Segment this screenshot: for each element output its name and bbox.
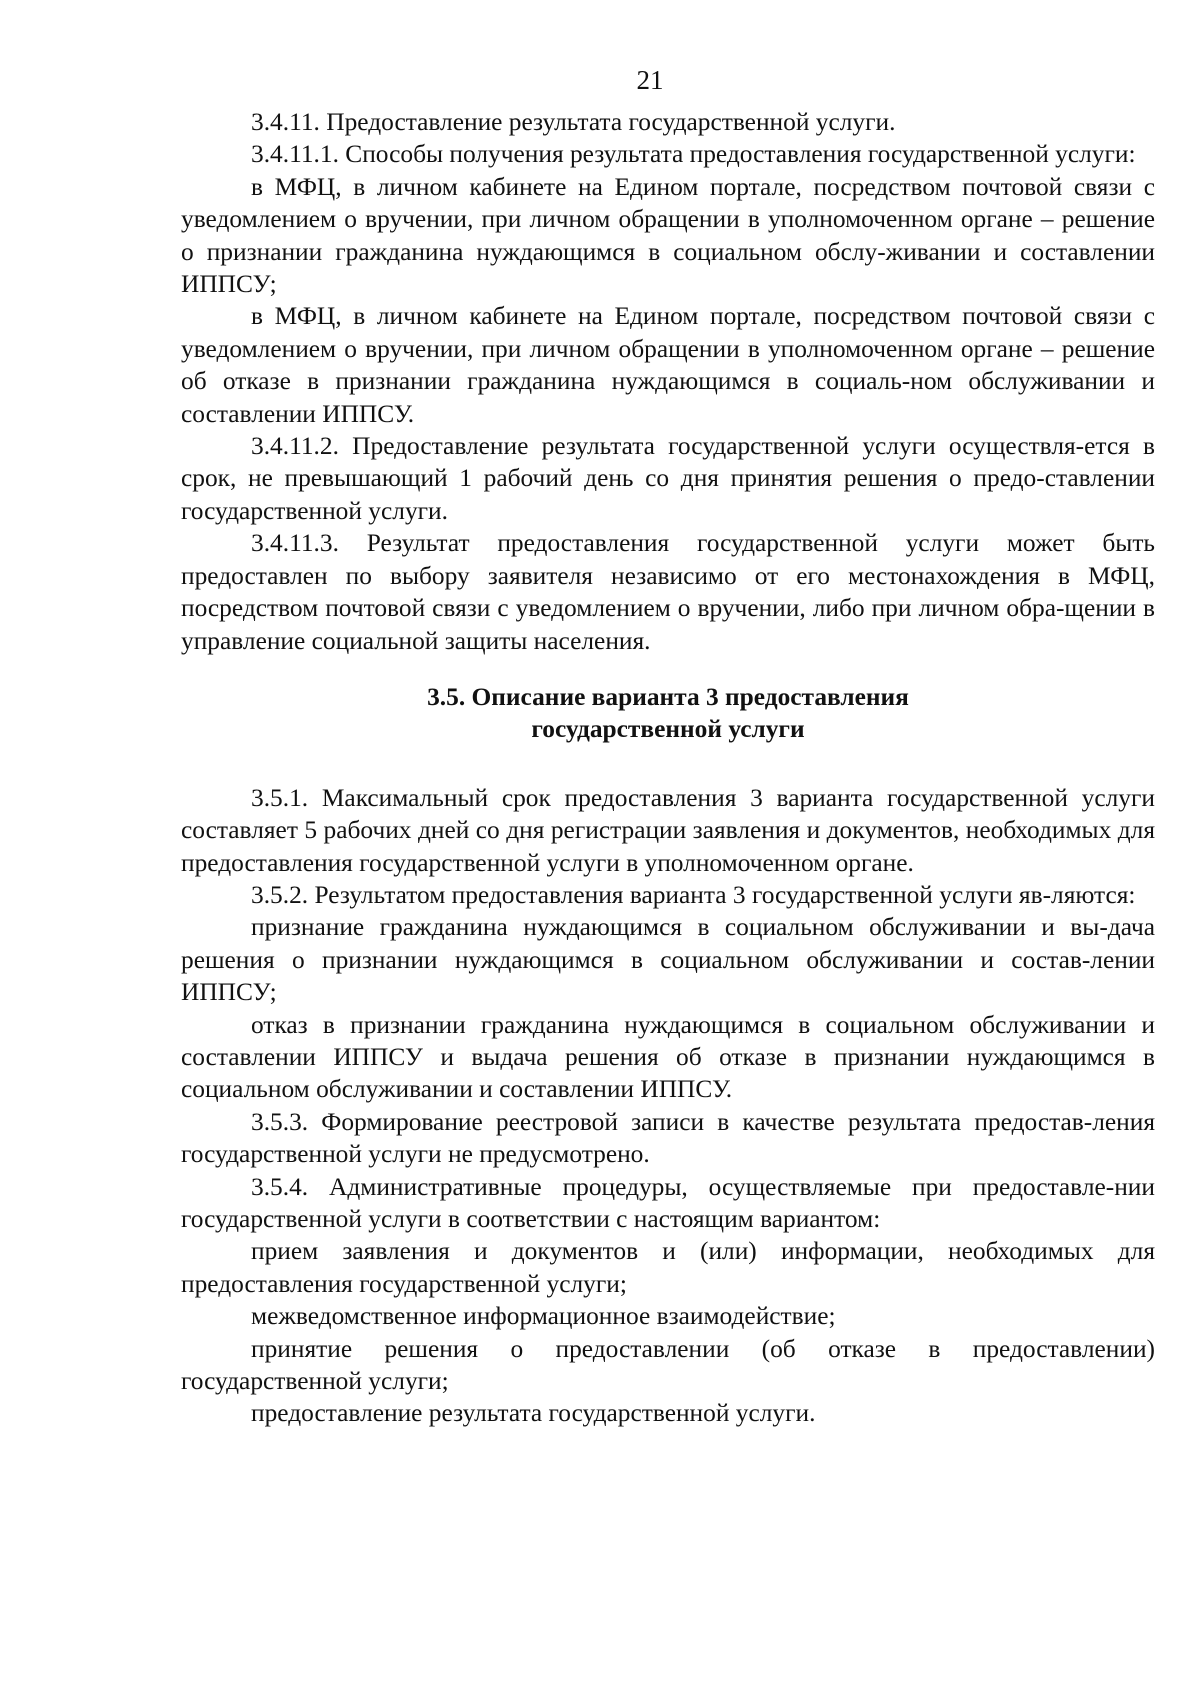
paragraph-3-4-11: 3.4.11. Предоставление результата государственной услуги. (251, 108, 896, 136)
document-body (181, 106, 1155, 1430)
paragraph-result-recognition: признание гражданина нуждающимся в социальном обслуживании и вы-дача решения о признании нуждающимся в социальном обслуживании и состав-лении ИППСУ; (181, 913, 1155, 1007)
paragraph-3-5-1: 3.5.1. Максимальный срок предоставления 3 варианта государственной услуги составляет 5 рабочих дней со дня регистрации заявления и документов, необходимых для предоставления государственной услуги в уполномоченном органе. (181, 783, 1155, 877)
section-heading-line-2: государственной услуги (531, 715, 805, 744)
paragraph-result-refusal: в МФЦ, в личном кабинете на Едином портале, посредством почтовой связи с уведомлением о вручении, при личном обращении в уполномоченном органе – решение об отказе в признании гражданина нуждающимся в социаль-ном обслуживании и составлении ИППСУ. (181, 302, 1155, 428)
paragraph-result-refusal-3-5: отказ в признании гражданина нуждающимся в социальном обслуживании и составлении ИППСУ и выдача решения об отказе в признании нуждающимся в социальном обслуживании и составлении ИППСУ. (181, 1010, 1155, 1104)
paragraph-3-4-11-3: 3.4.11.3. Результат предоставления государственной услуги может быть предоставлен по выбору заявителя независимо от его местонахождения в МФЦ, посредством почтовой связи с уведомлением о вручении, либо при личном обра-щении в управление социальной защиты населения. (181, 529, 1155, 655)
paragraph-3-4-11-2: 3.4.11.2. Предоставление результата государственной услуги осуществля-ется в срок, не превышающий 1 рабочий день со дня принятия решения о предо-ставлении государственной услуги. (181, 432, 1155, 525)
paragraph-result-approval: в МФЦ, в личном кабинете на Едином портале, посредством почтовой связи с уведомлением о вручении, при личном обращении в уполномоченном органе – решение о признании гражданина нуждающимся в социальном обслу-живании и составлении ИППСУ; (181, 172, 1155, 299)
paragraph-3-5-4: 3.5.4. Административные процедуры, осуществляемые при предоставле-нии государственной услуги в соответствии с настоящим вариантом: (181, 1172, 1155, 1233)
list-item-interagency-interaction: межведомственное информационное взаимодействие; (251, 1302, 836, 1331)
paragraph-3-5-3: 3.5.3. Формирование реестровой записи в качестве результата предостав-ления государственной услуги не предусмотрено. (181, 1107, 1155, 1169)
section-heading-3-5 (181, 681, 1155, 746)
paragraph-3-5-2: 3.5.2. Результатом предоставления варианта 3 государственной услуги яв-ляются: (251, 880, 1136, 909)
list-item-result-delivery: предоставление результата государственной услуги. (251, 1399, 816, 1428)
list-item-application-intake: прием заявления и документов и (или) информации, необходимых для предоставления государственной услуги; (181, 1237, 1155, 1298)
paragraph-3-4-11-1: 3.4.11.1. Способы получения результата предоставления государственной услуги: (251, 140, 1136, 169)
section-heading-line-1: 3.5. Описание варианта 3 предоставления (427, 682, 909, 711)
list-item-decision-making: принятие решения о предоставлении (об отказе в предоставлении) государственной услуги; (181, 1334, 1155, 1396)
page-number: 21 (636, 65, 664, 95)
